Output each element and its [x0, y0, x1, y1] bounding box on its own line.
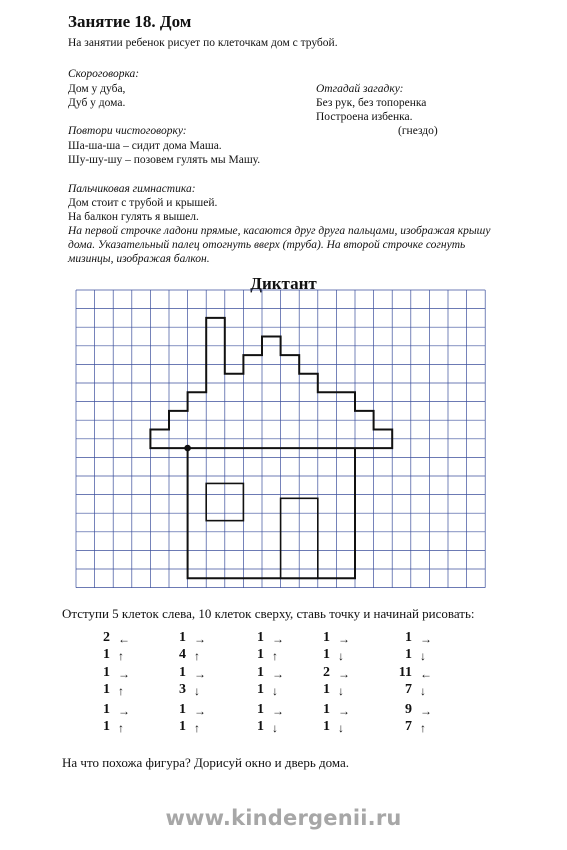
- tongue-twister-label: Скороговорка:: [68, 68, 140, 80]
- arrow-down-icon: ↓: [272, 684, 278, 698]
- clean-talk-line: Ша-ша-ша – сидит дома Маша.: [68, 140, 222, 152]
- riddle-line: Без рук, без топоренка: [316, 97, 427, 109]
- arrow-right-icon: →: [338, 632, 350, 646]
- tongue-twister-line: Дом у дуба,: [68, 83, 126, 95]
- step-count: 1: [103, 702, 110, 717]
- arrow-down-icon: ↓: [338, 684, 344, 698]
- arrow-right-icon: →: [272, 704, 284, 718]
- step-count: 1: [405, 630, 412, 645]
- step-count: 1: [323, 630, 330, 645]
- arrow-right-icon: →: [118, 667, 130, 681]
- step-count: 1: [323, 719, 330, 734]
- clean-talk-line: Шу-шу-шу – позовем гулять мы Машу.: [68, 154, 261, 166]
- dictation-title: Диктант: [250, 274, 317, 293]
- step-count: 7: [405, 682, 412, 697]
- arrow-right-icon: →: [118, 704, 130, 718]
- arrow-right-icon: →: [420, 632, 432, 646]
- finger-gym-instruction: мизинцы, изображая балкон.: [68, 253, 210, 265]
- start-dot: [184, 445, 191, 452]
- finger-gym-instruction: На первой строчке ладони прямые, касаются друг друга пальцами, изображая крышу: [68, 225, 491, 237]
- arrow-up-icon: ↑: [118, 649, 124, 663]
- arrow-down-icon: ↓: [420, 684, 426, 698]
- arrow-up-icon: ↑: [420, 721, 426, 735]
- step-count: 1: [257, 665, 264, 680]
- riddle-label: Отгадай загадку:: [316, 83, 404, 95]
- step-count: 1: [103, 647, 110, 662]
- finger-gym-label: Пальчиковая гимнастика:: [68, 183, 196, 195]
- arrow-up-icon: ↑: [118, 721, 124, 735]
- step-count: 1: [257, 682, 264, 697]
- finger-gym-instruction: дома. Указательный палец отогнуть вверх (труба). На второй строчке согнуть: [68, 239, 466, 251]
- riddle-line: Построена избенка.: [316, 111, 413, 123]
- step-count: 1: [323, 647, 330, 662]
- clean-talk-label: Повтори чистоговорку:: [68, 125, 187, 137]
- step-count: 1: [179, 630, 186, 645]
- arrow-right-icon: →: [272, 667, 284, 681]
- arrow-up-icon: ↑: [118, 684, 124, 698]
- step-count: 1: [405, 647, 412, 662]
- step-count: 4: [179, 647, 186, 662]
- arrow-left-icon: ←: [118, 632, 130, 646]
- final-question: На что похожа фигура? Дорисуй окно и дверь дома.: [62, 755, 350, 770]
- step-count: 1: [103, 665, 110, 680]
- step-count: 1: [257, 647, 264, 662]
- step-count: 1: [103, 682, 110, 697]
- step-count: 7: [405, 719, 412, 734]
- arrow-down-icon: ↓: [194, 684, 200, 698]
- arrow-right-icon: →: [338, 667, 350, 681]
- arrow-right-icon: →: [194, 704, 206, 718]
- step-count: 3: [179, 682, 186, 697]
- step-count: 1: [257, 719, 264, 734]
- arrow-left-icon: ←: [420, 667, 432, 681]
- arrow-right-icon: →: [194, 667, 206, 681]
- watermark: www.kindergenii.ru: [165, 806, 402, 830]
- step-count: 1: [179, 719, 186, 734]
- arrow-right-icon: →: [338, 704, 350, 718]
- tongue-twister-line: Дуб у дома.: [68, 97, 126, 109]
- step-count: 2: [323, 665, 330, 680]
- step-count: 1: [257, 702, 264, 717]
- arrow-down-icon: ↓: [420, 649, 426, 663]
- lesson-intro: На занятии ребенок рисует по клеточкам дом с трубой.: [68, 37, 338, 49]
- arrow-down-icon: ↓: [338, 721, 344, 735]
- step-count: 2: [103, 630, 110, 645]
- lesson-title: Занятие 18. Дом: [68, 12, 192, 31]
- arrow-down-icon: ↓: [338, 649, 344, 663]
- finger-gym-line: На балкон гулять я вышел.: [68, 211, 199, 223]
- arrow-up-icon: ↑: [272, 649, 278, 663]
- arrow-up-icon: ↑: [194, 721, 200, 735]
- step-count: 9: [405, 702, 412, 717]
- arrow-right-icon: →: [420, 704, 432, 718]
- riddle-answer: (гнездо): [398, 125, 438, 137]
- step-count: 1: [323, 702, 330, 717]
- dictation-instruction: Отступи 5 клеток слева, 10 клеток сверху, ставь точку и начинай рисовать:: [62, 606, 475, 621]
- step-count: 1: [257, 630, 264, 645]
- arrow-right-icon: →: [194, 632, 206, 646]
- step-count: 1: [179, 665, 186, 680]
- step-count: 1: [323, 682, 330, 697]
- step-count: 1: [103, 719, 110, 734]
- arrow-down-icon: ↓: [272, 721, 278, 735]
- step-count: 11: [398, 665, 412, 680]
- arrow-up-icon: ↑: [194, 649, 200, 663]
- finger-gym-line: Дом стоит с трубой и крышей.: [68, 197, 218, 209]
- step-count: 1: [179, 702, 186, 717]
- arrow-right-icon: →: [272, 632, 284, 646]
